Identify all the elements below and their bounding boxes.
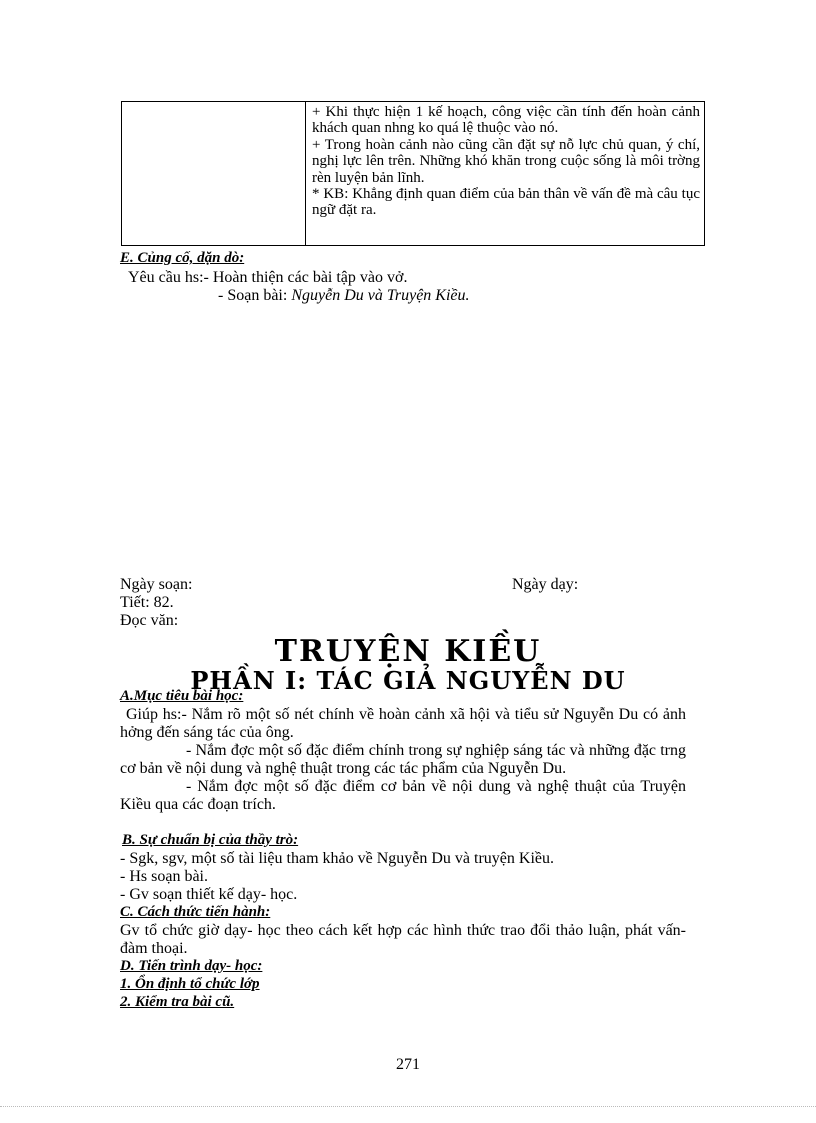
page-footer-divider bbox=[0, 1106, 816, 1107]
section-b-item-3: - Gv soạn thiết kế dạy- học. bbox=[120, 886, 298, 903]
page-number: 271 bbox=[396, 1056, 420, 1073]
section-e-line-2 bbox=[218, 287, 470, 305]
document-title: TRUYỆN KIỀU bbox=[274, 634, 542, 669]
section-a-paragraph-2: - Nắm đợc một số đặc điểm chính trong sự nghiệp sáng tác và những đặc trng cơ bản về nội dung và nghệ thuật trong các tác phẩm của Nguyễn Du. bbox=[120, 742, 686, 777]
section-e-heading: E. Củng cố, dặn dò: bbox=[120, 250, 245, 266]
section-c-heading: C. Cách thức tiến hành: bbox=[120, 904, 271, 920]
answer-table bbox=[121, 101, 705, 246]
table-line-2: + Trong hoàn cảnh nào cũng cần đặt sự nỗ lực chủ quan, ý chí, nghị lực lên trên. Những khó khăn trong cuộc sống là môi trờng rèn luyện bản lĩnh. bbox=[312, 136, 700, 186]
tiet-label: Tiết: 82. bbox=[120, 594, 174, 611]
section-e-line-1: Yêu cầu hs:- Hoàn thiện các bài tập vào vở. bbox=[128, 269, 408, 286]
section-b-heading: B. Sự chuẩn bị của thầy trò: bbox=[122, 832, 299, 848]
table-right-cell bbox=[306, 102, 704, 245]
section-a-paragraph-3: - Nắm đợc một số đặc điểm cơ bản về nội dung và nghệ thuật của Truyện Kiều qua các đoạn trích. bbox=[120, 778, 686, 813]
section-d-heading: D. Tiến trình dạy- học: bbox=[120, 958, 263, 974]
section-b-item-2: - Hs soạn bài. bbox=[120, 868, 208, 885]
table-line-1: + Khi thực hiện 1 kế hoạch, công việc cần tính đến hoàn cảnh khách quan nhng ko quá lệ thuộc vào nó. bbox=[312, 104, 700, 137]
document-subtitle: PHẦN I: TÁC GIẢ NGUYỄN DU bbox=[190, 666, 626, 695]
section-a-heading: A.Mục tiêu bài học: bbox=[120, 688, 244, 704]
ngay-soan-label: Ngày soạn: bbox=[120, 576, 193, 593]
section-d-subheading-1: 1. Ổn định tổ chức lớp bbox=[120, 976, 260, 992]
table-left-cell bbox=[122, 102, 306, 245]
section-d-subheading-2: 2. Kiểm tra bài cũ. bbox=[120, 994, 235, 1010]
section-e-line-2-prefix: - Soạn bài: bbox=[218, 287, 292, 304]
table-line-3: * KB: Khẳng định quan điểm của bản thân về vấn đề mà câu tục ngữ đặt ra. bbox=[312, 186, 700, 219]
section-b-list bbox=[120, 850, 686, 904]
section-c-text: Gv tổ chức giờ dạy- học theo cách kết hợp các hình thức trao đổi thảo luận, phát vấn- đàm thoại. bbox=[120, 922, 686, 957]
section-a-body bbox=[120, 706, 686, 814]
section-e-line-2-title: Nguyễn Du và Truyện Kiều. bbox=[291, 287, 470, 304]
section-a-paragraph-1: Giúp hs:- Nắm rõ một số nét chính về hoàn cảnh xã hội và tiểu sử Nguyễn Du có ảnh hởng đến sáng tác của ông. bbox=[120, 706, 686, 741]
section-b-item-1: - Sgk, sgv, một số tài liệu tham khảo về Nguyễn Du và truyện Kiều. bbox=[120, 850, 554, 867]
doc-van-label: Đọc văn: bbox=[120, 612, 179, 629]
ngay-day-label: Ngày dạy: bbox=[512, 576, 579, 593]
